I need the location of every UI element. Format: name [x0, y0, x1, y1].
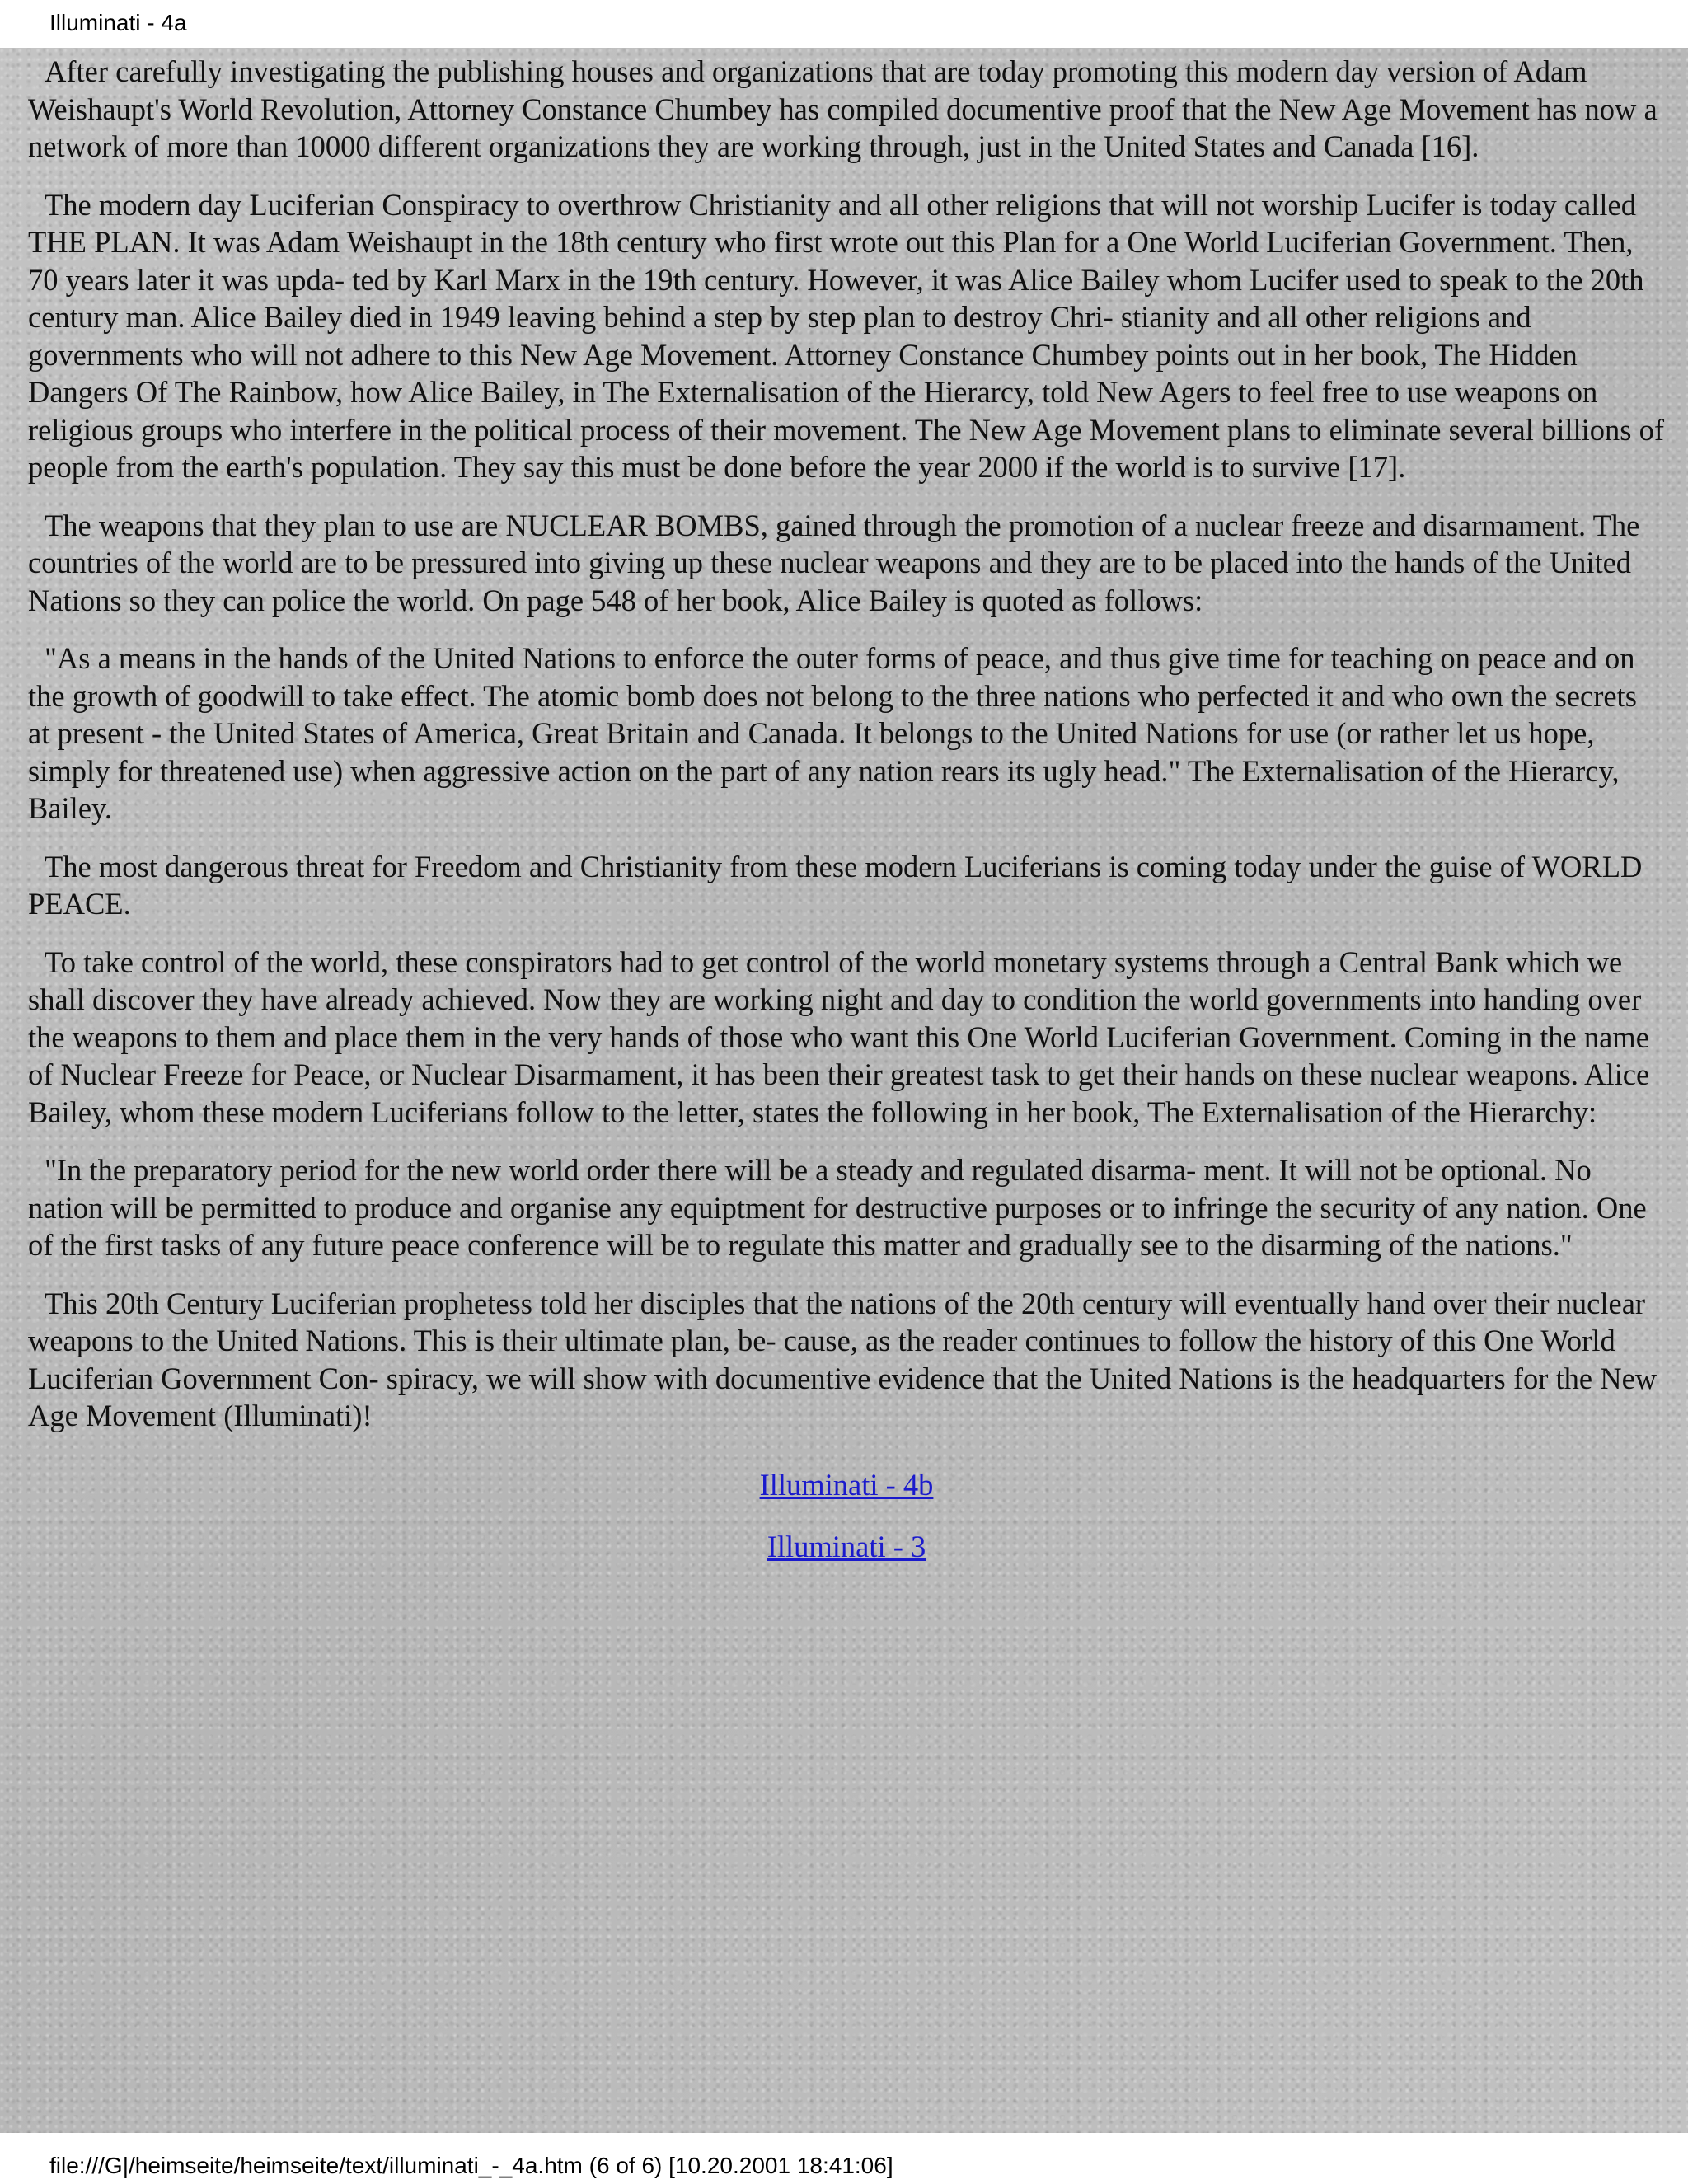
quote-paragraph: "In the preparatory period for the new world order there will be a steady and regulated disarma- ment. It will not be optional. No nation will be permitted to produce and organise any equiptment for destructive purposes or to infringe the security of any nation. One of the first tasks of any future peace conference will be to regulate this matter and gradually see to the disarming of the nations." — [28, 1153, 1647, 1262]
print-footer — [0, 2133, 1688, 2184]
next-page-link[interactable]: Illuminati - 4b — [759, 1467, 934, 1502]
paragraph: The modern day Luciferian Conspiracy to overthrow Christianity and all other religions that will not worship Lucifer is today called THE PLAN. It was Adam Weishaupt in the 18th century who first wrote out this Plan for a One World Luciferian Government. Then, 70 years later it was upda- ted by Karl Marx in the 19th century. However, it was Alice Bailey whom Lucifer used to speak to the 20th century man. Alice Bailey died in 1949 leaving behind a step by step plan to destroy Chri- stianity and all other religions and governments who will not adhere to this New Age Movement. Attorney Constance Chumbey points out in her book, The Hidden Dangers Of The Rainbow, how Alice Bailey, in The Externalisation of the Hierarcy, told New Agers to feel free to use weapons on religious groups who interfere in the political process of their movement. The New Age Movement plans to eliminate several billions of people from the earth's population. They say this must be done before the year 2000 if the world is to survive [17]. — [28, 187, 1665, 484]
paragraph: After carefully investigating the publishing houses and organizations that are today promoting this modern day version of Adam Weishaupt's World Revolution, Attorney Constance Chumbey has compiled documentive proof that the New Age Movement has now a network of more than 10000 different organizations they are working through, just in the United States and Canada [16]. — [28, 54, 1658, 163]
article — [28, 53, 1665, 1591]
paragraph: To take control of the world, these conspirators had to get control of the world monetary systems through a Central Bank which we shall discover they have already achieved. Now they are working night and day to condition the world governments into handing over the weapons to them and place them in the very hands of those who want this One World Luciferian Government. Coming in the name of Nuclear Freeze for Peace, or Nuclear Disarmament, it has been their greatest task to get their hands on these nuclear weapons. Alice Bailey, whom these modern Luciferians follow to the letter, states the following in her book, The Externalisation of the Hierarchy: — [28, 944, 1650, 1129]
navigation-links — [28, 1466, 1665, 1566]
paragraph: This 20th Century Luciferian prophetess told her disciples that the nations of the 20th century will eventually hand over their nuclear weapons to the United Nations. This is their ultimate plan, be- cause, as the reader continues to follow the history of this One World Luciferian Government Con- spiracy, we will show with documentive evidence that the United Nations is the headquarters for the New Age Movement (Illuminati)! — [28, 1286, 1658, 1432]
previous-page-link[interactable]: Illuminati - 3 — [767, 1530, 926, 1563]
print-header — [0, 0, 1688, 48]
paragraph: The weapons that they plan to use are NUCLEAR BOMBS, gained through the promotion of a nuclear freeze and disarmament. The countries of the world are to be pressured into giving up these nuclear weapons and they are to be placed into the hands of the United Nations so they can police the world. On page 548 of her book, Alice Bailey is quoted as follows: — [28, 508, 1640, 617]
page-content — [0, 48, 1688, 2133]
file-path: file:///G|/heimseite/heimseite/text/illuminati_-_4a.htm (6 of 6) [10.20.2001 18:41:06] — [49, 2153, 893, 2178]
page-title: Illuminati - 4a — [49, 10, 187, 35]
quote-paragraph: "As a means in the hands of the United Nations to enforce the outer forms of peace, and thus give time for teaching on peace and on the growth of goodwill to take effect. The atomic bomb does not belong to the three nations who perfected it and who own the secrets at present - the United States of America, Great Britain and Canada. It belongs to the United Nations for use (or rather let us hope, simply for threatened use) when aggressive action on the part of any nation rears its ugly head." The Externalisation of the Hierarcy, Bailey. — [28, 641, 1637, 825]
paragraph: The most dangerous threat for Freedom and Christianity from these modern Luciferians is coming today under the guise of WORLD PEACE. — [28, 849, 1643, 921]
